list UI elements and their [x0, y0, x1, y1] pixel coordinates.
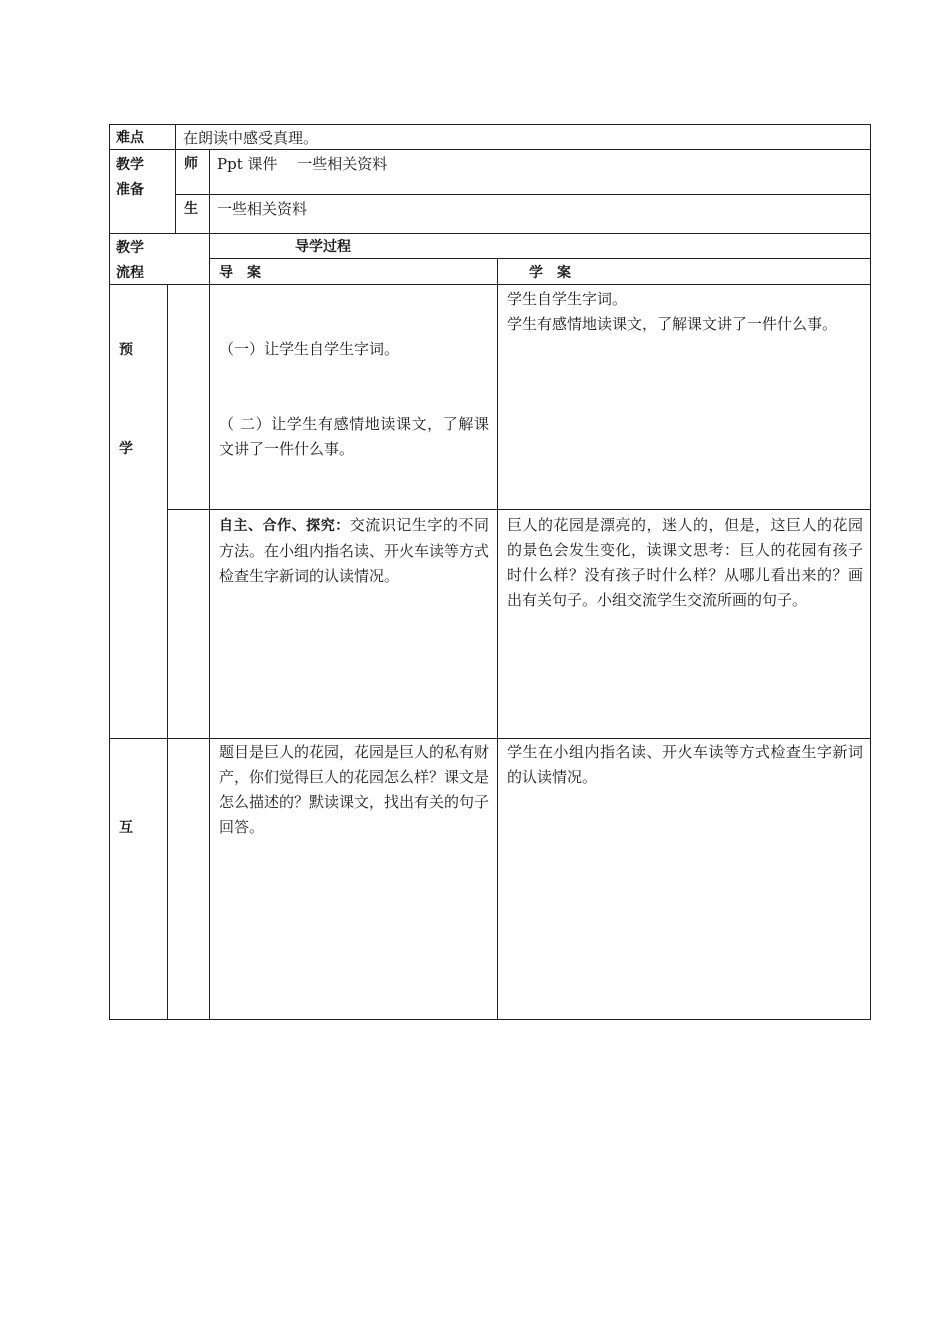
preparation-label-line1: 教学 [116, 157, 144, 173]
preview-label-char2: 学 [119, 441, 133, 457]
interact-guide: 题目是巨人的花园，花园是巨人的私有财产，你们觉得巨人的花园怎么样？课文是怎么描述的？默读课文，找出有关的句子回答。 [219, 743, 490, 836]
difficulty-label: 难点 [116, 130, 144, 146]
preview-row1-guide [219, 287, 489, 512]
table-rule [175, 194, 871, 195]
table-border-top [109, 124, 871, 125]
preview-label-char1: 预 [119, 342, 133, 358]
table-rule [497, 258, 498, 1020]
preparation-label-line2: 准备 [116, 182, 144, 198]
preview-row1-guide-line2: （ 二）让学生有感情地读课文，了解课文讲了一件什么事。 [219, 415, 489, 458]
table-border-right [870, 124, 871, 1020]
interact-study: 学生在小组内指名读、开火车读等方式检查生字新词的认读情况。 [507, 743, 863, 786]
table-rule [109, 738, 871, 739]
process-header: 导学过程 [295, 239, 351, 255]
difficulty-content: 在朗读中感受真理。 [183, 129, 319, 147]
guide-column-header: 导 案 [219, 265, 261, 281]
table-rule [209, 149, 210, 1020]
preview-row1-study: 学生自学生字词。 学生有感情地读课文，了解课文讲了一件什么事。 [507, 290, 838, 333]
table-border-bottom [109, 1019, 871, 1020]
preview-row2-guide [219, 513, 489, 589]
preview-row1-guide-line1: （一）让学生自学生字词。 [219, 340, 400, 358]
process-label-line1: 教学 [116, 240, 144, 256]
study-column-header: 学 案 [529, 265, 571, 281]
student-label: 生 [184, 201, 198, 217]
teacher-content: Ppt 课件 一些相关资料 [217, 155, 388, 173]
preview-row2-guide-bold: 自主、合作、探究： [219, 518, 350, 534]
table-rule [167, 284, 168, 1020]
student-content: 一些相关资料 [217, 200, 308, 218]
table-rule [175, 124, 176, 234]
teacher-label: 师 [184, 156, 198, 172]
preview-row2-guide-text: 交流识记生字的不同方法。在小组内指名读、开火车读等方式检查生字新词的认读情况。 [219, 516, 490, 585]
preview-row2-study: 巨人的花园是漂亮的，迷人的，但是，这巨人的花园的景色会发生变化，读课文思考：巨人的花园有孩子时什么样？没有孩子时什么样？从哪儿看出来的？画出有关句子。小组交流学生交流所画的句子。 [507, 516, 863, 609]
table-border-left [109, 124, 110, 1020]
process-label-line2: 流程 [116, 265, 144, 281]
table-rule [109, 233, 871, 234]
interact-label: 互 [119, 820, 133, 836]
